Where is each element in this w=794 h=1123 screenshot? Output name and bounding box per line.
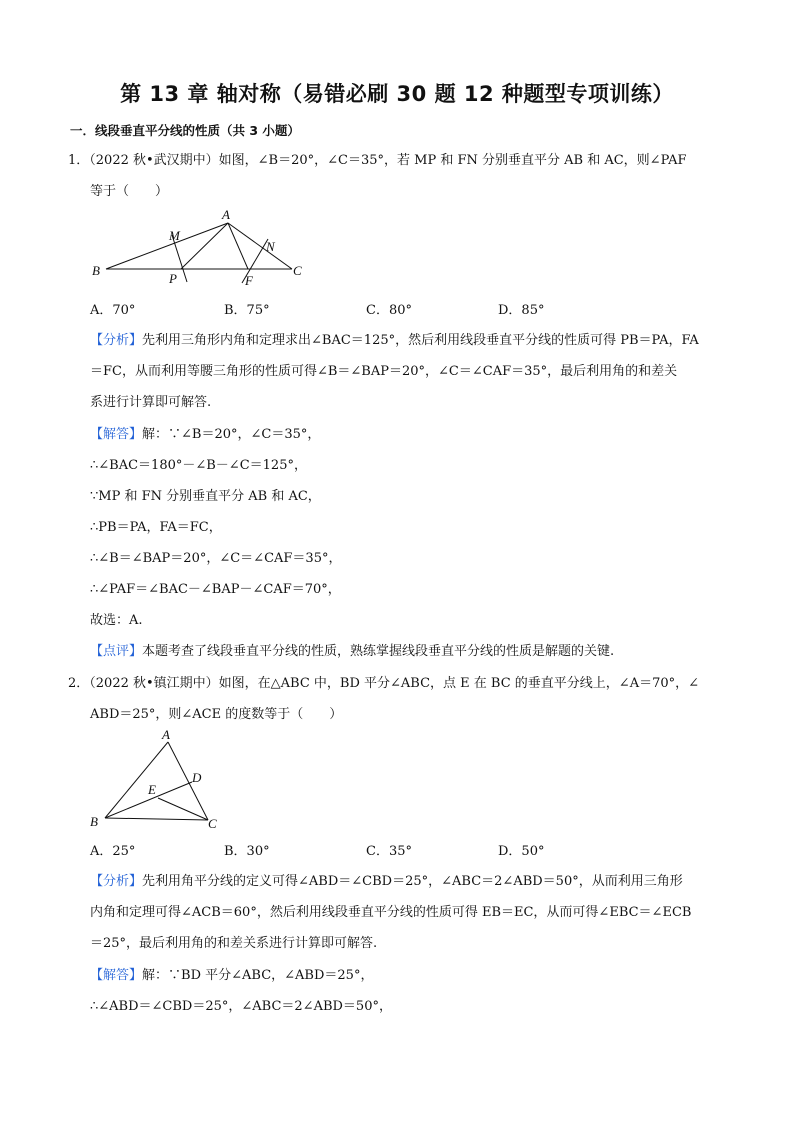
q1-segment-ba <box>106 223 228 269</box>
q1-label-f: F <box>245 273 253 288</box>
q1-solution-text1: 解：∵∠B＝20°，∠C＝35°， <box>142 427 321 442</box>
q1-solution-line6: ∴∠PAF＝∠BAC－∠BAP－∠CAF＝70°， <box>90 582 341 597</box>
q2-solution-line1 <box>90 966 373 986</box>
q1-stem-line2: 等于（ ） <box>90 184 169 199</box>
q1-label-p: P <box>169 271 177 286</box>
q2-stem-line2: ABD＝25°，则∠ACE 的度数等于（ ） <box>90 707 343 722</box>
q1-option-a: A．70° <box>90 303 136 318</box>
q1-analysis-line1 <box>90 331 699 351</box>
q1-comment-tag: 【点评】 <box>90 644 143 659</box>
q1-solution-line3: ∵MP 和 FN 分别垂直平分 AB 和 AC， <box>90 489 321 504</box>
q2-solution-line2: ∴∠ABD＝∠CBD＝25°，∠ABC＝2∠ABD＝50°， <box>90 999 392 1014</box>
q1-solution-tag: 【解答】 <box>90 427 143 442</box>
q2-segment-ac <box>168 742 208 820</box>
q1-solution-line4: ∴PB＝PA，FA＝FC， <box>90 520 222 535</box>
q1-segment-ap <box>181 223 228 269</box>
q1-solution-line2: ∴∠BAC＝180°－∠B－∠C＝125°， <box>90 458 307 473</box>
q2-solution-tag: 【解答】 <box>90 968 143 983</box>
page-title: 第 13 章 轴对称（易错必刷 30 题 12 种题型专项训练） <box>120 82 674 106</box>
q2-option-b: B．30° <box>224 844 270 859</box>
q1-solution-line1 <box>90 425 320 445</box>
q2-segment-bc <box>105 818 208 820</box>
q1-analysis-text1: 先利用三角形内角和定理求出∠BAC＝125°，然后利用线段垂直平分线的性质可得 PB＝PA，FA <box>142 333 699 348</box>
q1-option-b: B．75° <box>224 303 270 318</box>
q1-comment-text: 本题考查了线段垂直平分线的性质，熟练掌握线段垂直平分线的性质是解题的关键. <box>142 644 615 659</box>
q2-analysis-tag: 【分析】 <box>90 874 143 889</box>
q2-segment-ec <box>158 798 208 820</box>
q1-stem-line1: 1．（2022 秋•武汉期中）如图，∠B＝20°，∠C＝35°，若 MP 和 FN 分别垂直平分 AB 和 AC，则∠PAF <box>68 153 687 168</box>
q1-label-b: B <box>92 263 100 278</box>
q2-option-a: A．25° <box>90 844 136 859</box>
q2-analysis-line1 <box>90 872 683 892</box>
q2-analysis-line2: 内角和定理可得∠ACB＝60°，然后利用线段垂直平分线的性质可得 EB＝EC，从而可得∠EBC＝∠ECB <box>90 905 692 920</box>
q1-label-m: M <box>169 228 180 243</box>
q2-label-c: C <box>208 816 217 831</box>
q1-analysis-line3: 系进行计算即可解答. <box>90 395 212 410</box>
q1-analysis-tag: 【分析】 <box>90 333 143 348</box>
q1-option-c: C．80° <box>366 303 412 318</box>
q1-figure <box>80 205 330 293</box>
q1-label-n: N <box>266 239 275 254</box>
q1-solution-line5: ∴∠B＝∠BAP＝20°，∠C＝∠CAF＝35°， <box>90 551 342 566</box>
q2-segment-ab <box>105 742 168 818</box>
q2-label-e: E <box>148 782 156 797</box>
q1-analysis-line2: ＝FC，从而利用等腰三角形的性质可得∠B＝∠BAP＝20°，∠C＝∠CAF＝35°，最后利用角的和差关 <box>90 364 678 379</box>
q1-option-d: D．85° <box>498 303 545 318</box>
q2-analysis-text1: 先利用角平分线的定义可得∠ABD＝∠CBD＝25°，∠ABC＝2∠ABD＝50°，从而利用三角形 <box>142 874 683 889</box>
q1-solution-line7: 故选：A. <box>90 613 143 628</box>
q2-analysis-line3: ＝25°，最后利用角的和差关系进行计算即可解答. <box>90 936 378 951</box>
q2-label-b: B <box>90 814 98 829</box>
section-heading: 一．线段垂直平分线的性质（共 3 小题） <box>70 123 300 138</box>
q2-option-d: D．50° <box>498 844 545 859</box>
q2-option-c: C．35° <box>366 844 412 859</box>
q1-label-a: A <box>222 207 230 222</box>
q2-solution-text1: 解：∵BD 平分∠ABC，∠ABD＝25°， <box>142 968 374 983</box>
q2-stem-line1: 2．（2022 秋•镇江期中）如图，在△ABC 中，BD 平分∠ABC，点 E 在 BC 的垂直平分线上，∠A＝70°，∠ <box>68 676 700 691</box>
q2-figure <box>80 728 240 838</box>
q1-label-c: C <box>293 263 302 278</box>
q2-label-d: D <box>192 770 202 785</box>
q2-label-a: A <box>162 728 170 742</box>
q1-comment-line <box>90 642 614 662</box>
